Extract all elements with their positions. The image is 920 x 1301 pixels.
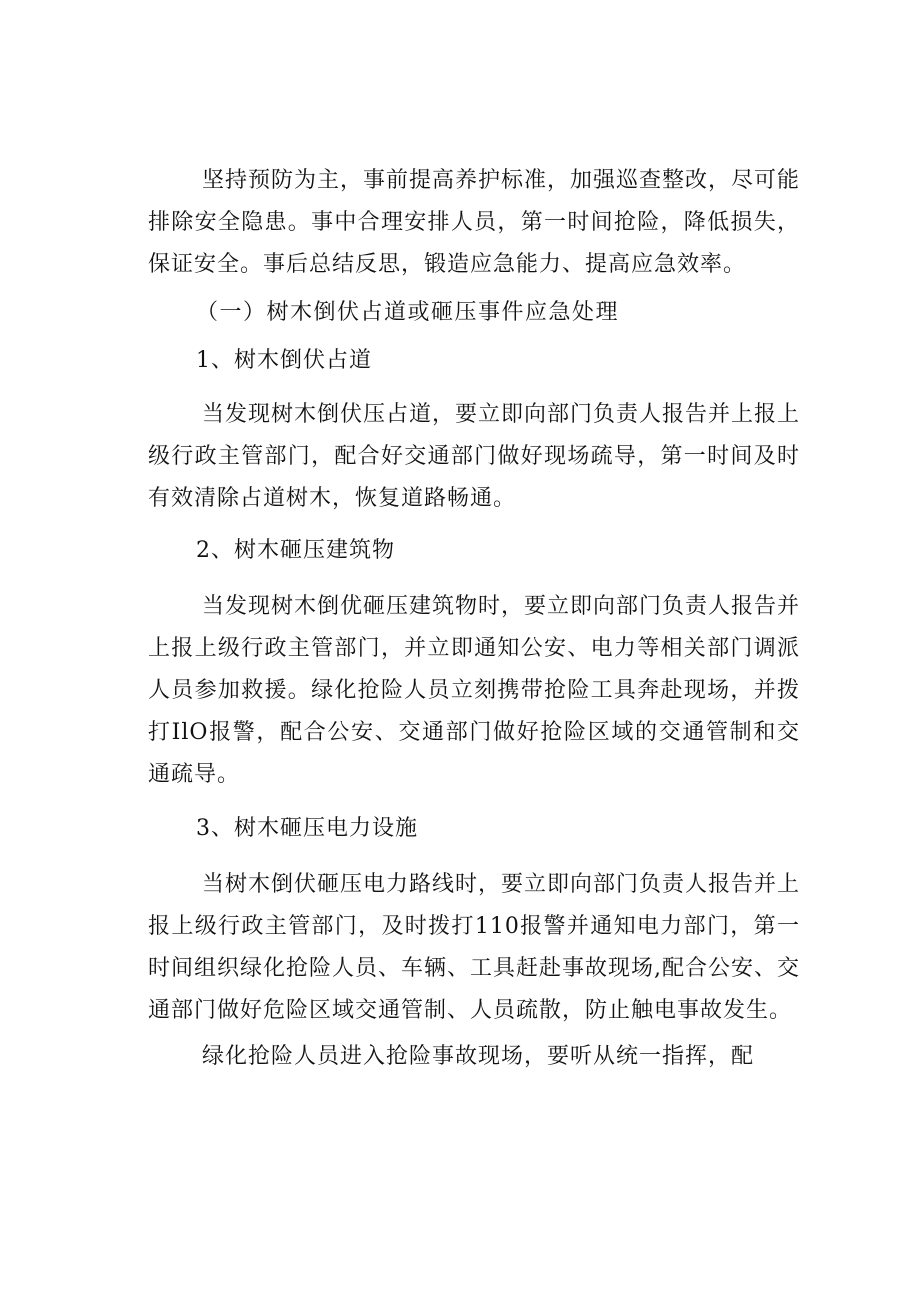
item-3-heading: 3、树木砸压电力设施	[196, 816, 418, 841]
item-2-heading: 2、树木砸压建筑物	[196, 538, 395, 563]
section-heading: （一）树木倒伏占道或砸压事件应急处理	[196, 300, 620, 325]
final-paragraph: 绿化抢险人员进入抢险事故现场，要听从统一指挥，配	[202, 1044, 755, 1069]
item-1-heading: 1、树木倒伏占道	[196, 348, 372, 373]
item-3-paragraph: 当树木倒伏砸压电力路线时，要立即向部门负责人报告并上报上级行政主管部门，及时拨打110报警并通知电力部门，第一时间组织绿化抢险人员、车辆、工具赶赴事故现场,配合公安、交通部门做好危险区域交通管制、人员疏散，防止触电事故发生。	[148, 872, 801, 1023]
item-1-paragraph: 当发现树木倒伏压占道，要立即向部门负责人报告并上报上级行政主管部门，配合好交通部门做好现场疏导，第一时间及时有效清除占道树木，恢复道路畅通。	[148, 402, 801, 511]
item-2-paragraph: 当发现树木倒优砸压建筑物时，要立即向部门负责人报告并上报上级行政主管部门，并立即通知公安、电力等相关部门调派人员参加救援。绿化抢险人员立刻携带抢险工具奔赴现场，并拨打IlO报警，配合公安、交通部门做好抢险区域的交通管制和交通疏导。	[148, 594, 801, 787]
intro-paragraph: 坚持预防为主，事前提高养护标准，加强巡查整改，尽可能排除安全隐患。事中合理安排人员，第一时间抢险，降低损失，保证安全。事后总结反思，锻造应急能力、提高应急效率。	[148, 168, 801, 277]
